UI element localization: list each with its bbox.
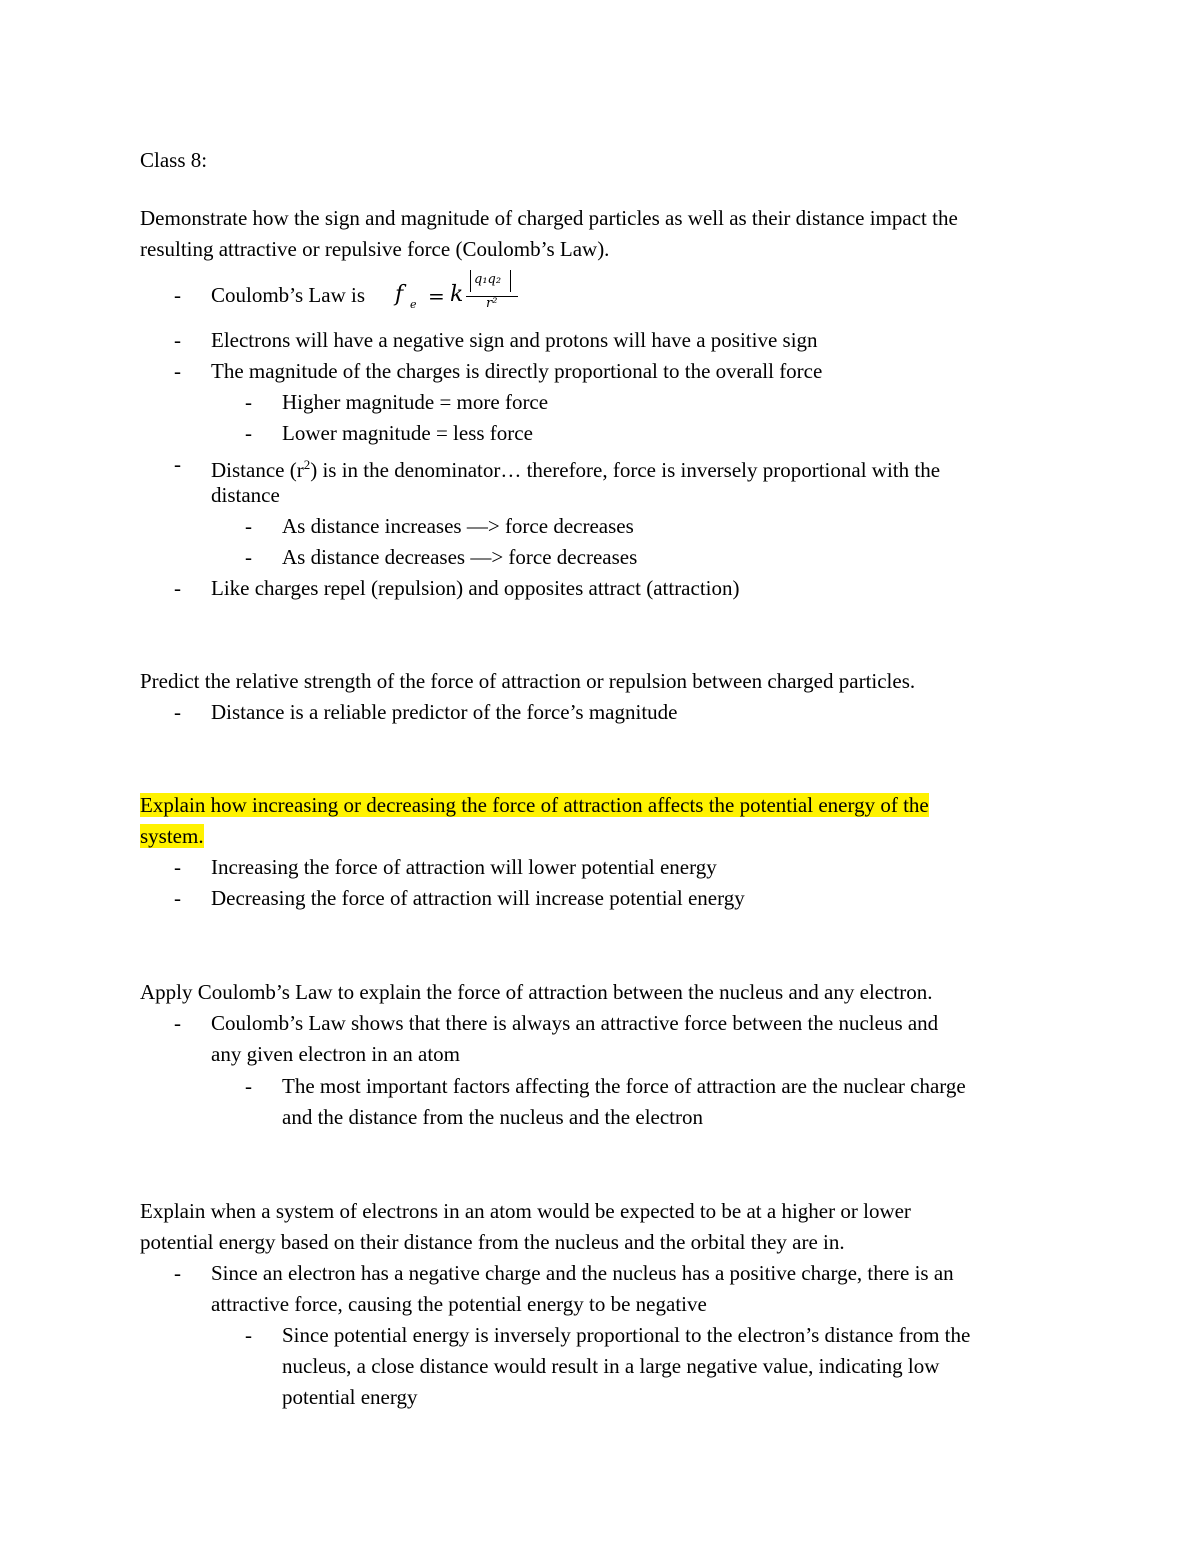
formula-sub: e (410, 298, 417, 311)
bullet-magnitude: The magnitude of the charges is directly proportional to the overall force (211, 359, 823, 383)
s2-bullet-1: Distance is a reliable predictor of the force’s magnitude (211, 700, 678, 724)
sub-bullet-dash: - (245, 421, 252, 445)
s5-sub-1-line-1: Since potential energy is inversely proportional to the electron’s distance from the (282, 1323, 971, 1347)
bullet-dash: - (174, 452, 181, 476)
s3-bullet-1: Increasing the force of attraction will lower potential energy (211, 855, 717, 879)
bullet-distance (211, 449, 940, 486)
sub-bullet-dash: - (245, 514, 252, 538)
sub-bullet-lower: Lower magnitude = less force (282, 421, 533, 445)
bullet-distance-cont: distance (211, 483, 280, 507)
bullet-like-charges: Like charges repel (repulsion) and opposites attract (attraction) (211, 576, 740, 600)
bullet-dash: - (174, 1261, 181, 1285)
s4-sub-1-line-1: The most important factors affecting the force of attraction are the nuclear charge (282, 1074, 966, 1098)
formula-k: k (450, 282, 464, 307)
bullet-dash: - (174, 700, 181, 724)
highlight: system. (140, 824, 204, 848)
highlight: Explain how increasing or decreasing the force of attraction affects the potential energy of the (140, 793, 929, 817)
abs-bar-right (510, 270, 511, 292)
s1-para-line-1: Demonstrate how the sign and magnitude of charged particles as well as their distance impact the (140, 206, 958, 230)
s1-para-line-2: resulting attractive or repulsive force (Coulomb’s Law). (140, 237, 610, 261)
s5-sub-1-line-3: potential energy (282, 1385, 418, 1409)
distance-sup: 2 (303, 457, 311, 472)
s5-bullet-1-line-2: attractive force, causing the potential energy to be negative (211, 1292, 707, 1316)
distance-post: ) is in the denominator… therefore, force is inversely proportional with the (310, 458, 941, 482)
bullet-dash: - (174, 328, 181, 352)
s3-para-line-1 (140, 790, 929, 821)
s5-para-line-2: potential energy based on their distance from the nucleus and the orbital they are in. (140, 1230, 845, 1254)
s5-sub-1-line-2: nucleus, a close distance would result in a large negative value, indicating low (282, 1354, 940, 1378)
s4-bullet-1-line-2: any given electron in an atom (211, 1042, 460, 1066)
formula-f: f (395, 282, 404, 307)
abs-bar-left (470, 270, 471, 292)
bullet-signs: Electrons will have a negative sign and protons will have a positive sign (211, 328, 818, 352)
distance-pre: Distance (r (211, 458, 304, 482)
bullet-dash: - (174, 359, 181, 383)
formula-eq: = (428, 284, 445, 308)
s5-bullet-1-line-1: Since an electron has a negative charge and the nucleus has a positive charge, there is an (211, 1261, 954, 1285)
page-title: Class 8: (140, 148, 208, 172)
bullet-dash: - (174, 1011, 181, 1035)
sub-bullet-higher: Higher magnitude = more force (282, 390, 549, 414)
sub-bullet-dash: - (245, 1323, 252, 1347)
coulomb-law-label: Coulomb’s Law is (211, 283, 366, 307)
s2-para: Predict the relative strength of the force of attraction or repulsion between charged particles. (140, 669, 916, 693)
sub-bullet-decrease: As distance decreases —> force decreases (282, 545, 638, 569)
s3-para-line-2 (140, 821, 204, 852)
s4-sub-1-line-2: and the distance from the nucleus and the electron (282, 1105, 704, 1129)
sub-bullet-dash: - (245, 1074, 252, 1098)
bullet-dash: - (174, 886, 181, 910)
s5-para-line-1: Explain when a system of electrons in an atom would be expected to be at a higher or lower (140, 1199, 911, 1223)
coulomb-formula (388, 272, 528, 322)
bullet-dash: - (174, 283, 181, 307)
bullet-dash: - (174, 855, 181, 879)
s4-para: Apply Coulomb’s Law to explain the force of attraction between the nucleus and any electron. (140, 980, 933, 1004)
sub-bullet-dash: - (245, 390, 252, 414)
formula-numerator: q₁q₂ (474, 272, 502, 287)
s3-bullet-2: Decreasing the force of attraction will increase potential energy (211, 886, 745, 910)
sub-bullet-increase: As distance increases —> force decreases (282, 514, 634, 538)
bullet-dash: - (174, 576, 181, 600)
sub-bullet-dash: - (245, 545, 252, 569)
formula-denominator: r² (486, 296, 498, 311)
s4-bullet-1-line-1: Coulomb’s Law shows that there is always an attractive force between the nucleus and (211, 1011, 939, 1035)
